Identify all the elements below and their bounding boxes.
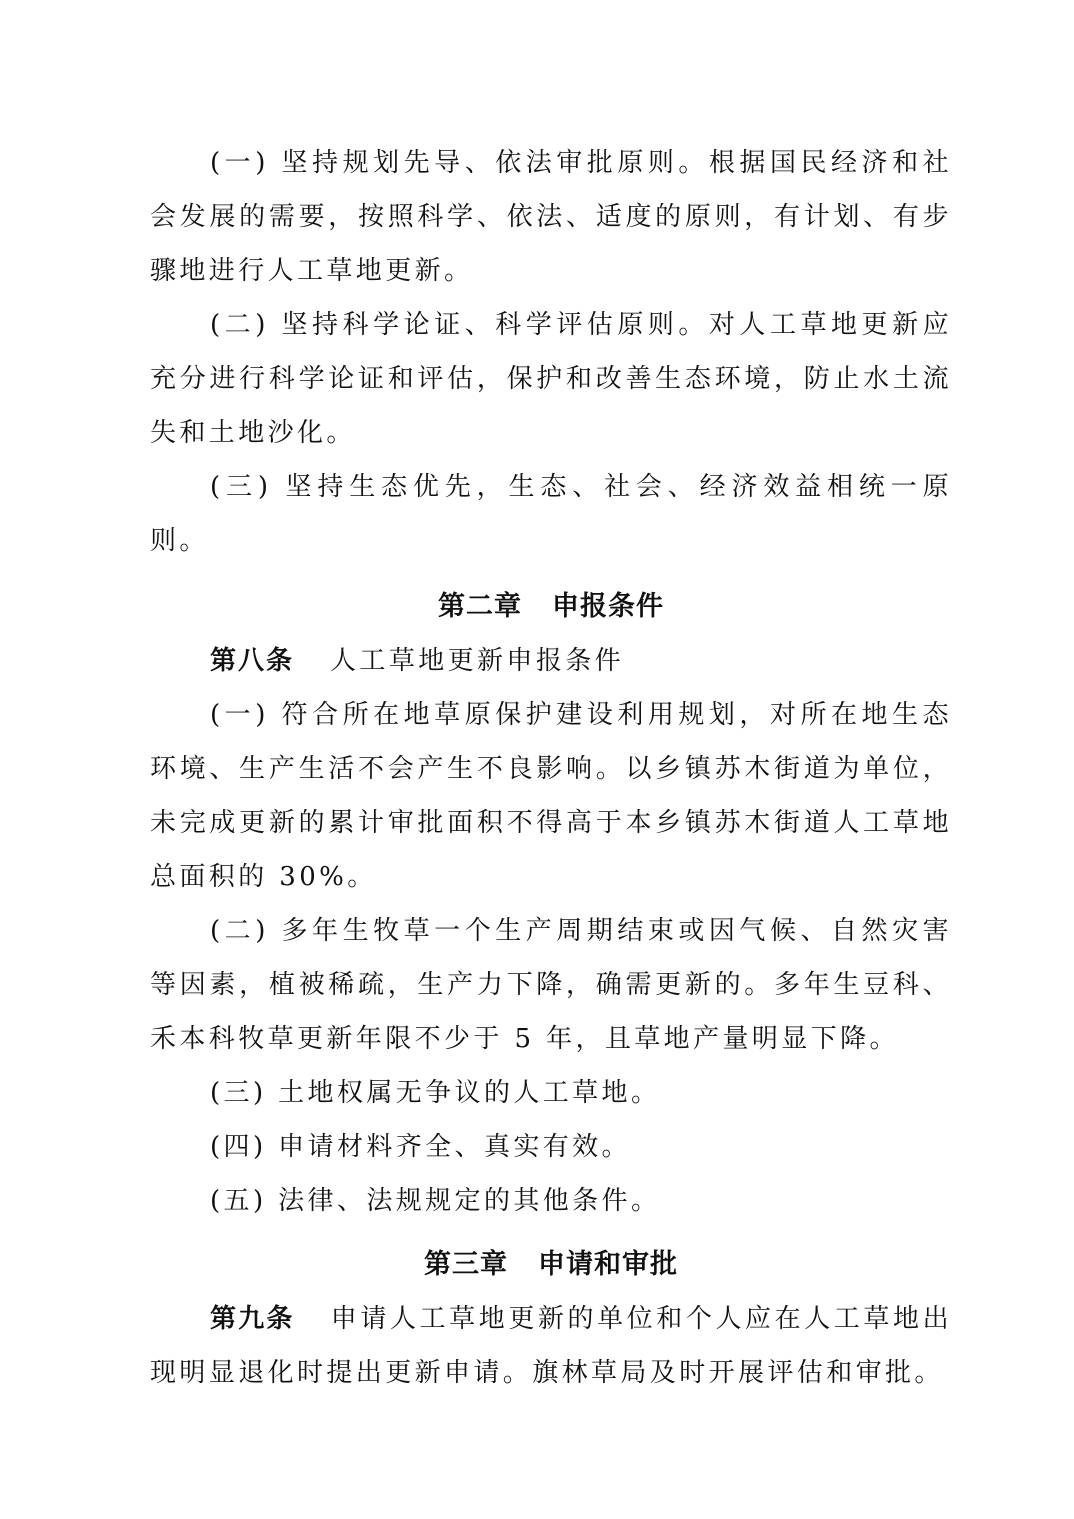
principle-paragraph-2: (二) 坚持科学论证、科学评估原则。对人工草地更新应充分进行科学论证和评估，保护和改善生态环境，防止水土流失和土地沙化。 <box>150 310 952 448</box>
article-9-text: 申请人工草地更新的单位和个人应在人工草地出现明显退化时提出更新申请。旗林草局及时开展评估和审批。 <box>150 1304 952 1388</box>
chapter-2-number: 第二章 <box>438 591 522 622</box>
article-8-item-5: (五) 法律、法规规定的其他条件。 <box>210 1186 661 1216</box>
chapter-2-title: 申报条件 <box>552 591 664 622</box>
article-8-item-3: (三) 土地权属无争议的人工草地。 <box>210 1078 661 1108</box>
article-8-item-1: (一) 符合所在地草原保护建设利用规划，对所在地生态环境、生产生活不会产生不良影响。以乡镇苏木街道为单位，未完成更新的累计审批面积不得高于本乡镇苏木街道人工草地总面积的 30%。 <box>150 700 952 892</box>
document-page <box>150 136 952 1400</box>
principle-paragraph-3: (三) 坚持生态优先，生态、社会、经济效益相统一原则。 <box>150 472 952 556</box>
article-8-item-2: (二) 多年生牧草一个生产周期结束或因气候、自然灾害等因素，植被稀疏，生产力下降，确需更新的。多年生豆科、禾本科牧草更新年限不少于 5 年，且草地产量明显下降。 <box>150 916 952 1054</box>
article-8-item-4: (四) 申请材料齐全、真实有效。 <box>210 1132 631 1162</box>
principle-paragraph-1: (一) 坚持规划先导、依法审批原则。根据国民经济和社会发展的需要，按照科学、依法、适度的原则，有计划、有步骤地进行人工草地更新。 <box>150 148 952 286</box>
article-8-text: 人工草地更新申报条件 <box>330 646 625 676</box>
chapter-3-number: 第三章 <box>424 1249 508 1280</box>
chapter-2-heading <box>150 580 952 634</box>
article-8-label: 第八条 <box>210 646 295 676</box>
chapter-3-heading <box>150 1238 952 1292</box>
article-8-heading <box>150 634 952 688</box>
article-9-label: 第九条 <box>210 1304 295 1334</box>
article-9-paragraph <box>150 1292 952 1400</box>
chapter-3-title: 申请和审批 <box>538 1249 678 1280</box>
